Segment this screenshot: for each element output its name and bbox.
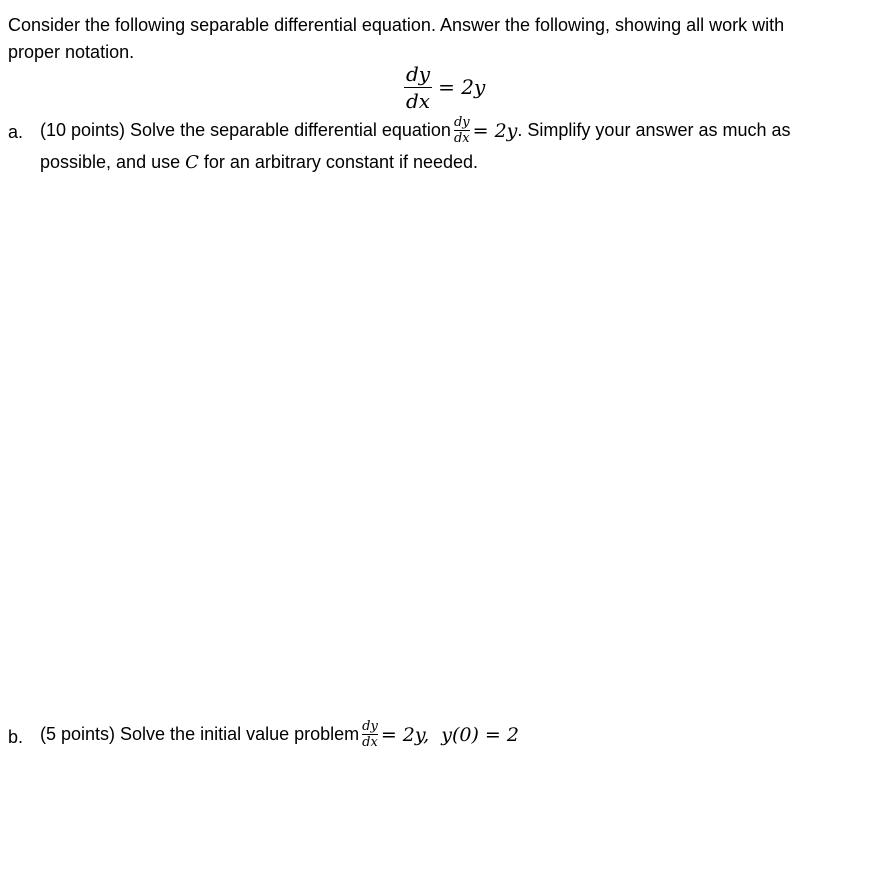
part-a-line-1 bbox=[40, 116, 791, 145]
part-b-eq-rhs: = 2y, y(0) = 2 bbox=[380, 723, 519, 746]
part-a-line2-after: for an arbitrary constant if needed. bbox=[198, 152, 479, 172]
part-a-frac-den: dx bbox=[453, 131, 470, 146]
part-a-text-after: . Simplify your answer as much as bbox=[517, 120, 791, 140]
part-b-label: b. bbox=[8, 727, 24, 747]
display-equation bbox=[404, 64, 485, 112]
part-a-frac-num: dy bbox=[453, 115, 470, 130]
part-b-frac-num: dy bbox=[362, 719, 378, 734]
display-denominator: dx bbox=[406, 89, 431, 113]
display-numerator: dy bbox=[406, 62, 431, 86]
part-b-fraction bbox=[362, 720, 378, 749]
part-a-eq-rhs: = 2y bbox=[472, 119, 518, 142]
part-b-text-before: (5 points) Solve the initial value problem bbox=[40, 724, 360, 744]
part-a-label: a. bbox=[8, 122, 24, 142]
part-a-fraction bbox=[454, 116, 470, 145]
part-b-frac-den: dx bbox=[362, 735, 378, 750]
part-a-line2-before: possible, and use bbox=[40, 152, 186, 172]
part-b-line bbox=[40, 720, 519, 749]
intro-line-1: Consider the following separable differential equation. Answer the following, showing all work with bbox=[8, 15, 785, 35]
part-a-constant: C bbox=[185, 152, 199, 173]
part-a-text-before: (10 points) Solve the separable differential equation bbox=[40, 120, 451, 140]
intro-line-2: proper notation. bbox=[8, 42, 135, 62]
display-fraction bbox=[404, 64, 432, 112]
part-a-line-2 bbox=[40, 152, 478, 173]
display-rhs: = 2y bbox=[438, 75, 486, 99]
